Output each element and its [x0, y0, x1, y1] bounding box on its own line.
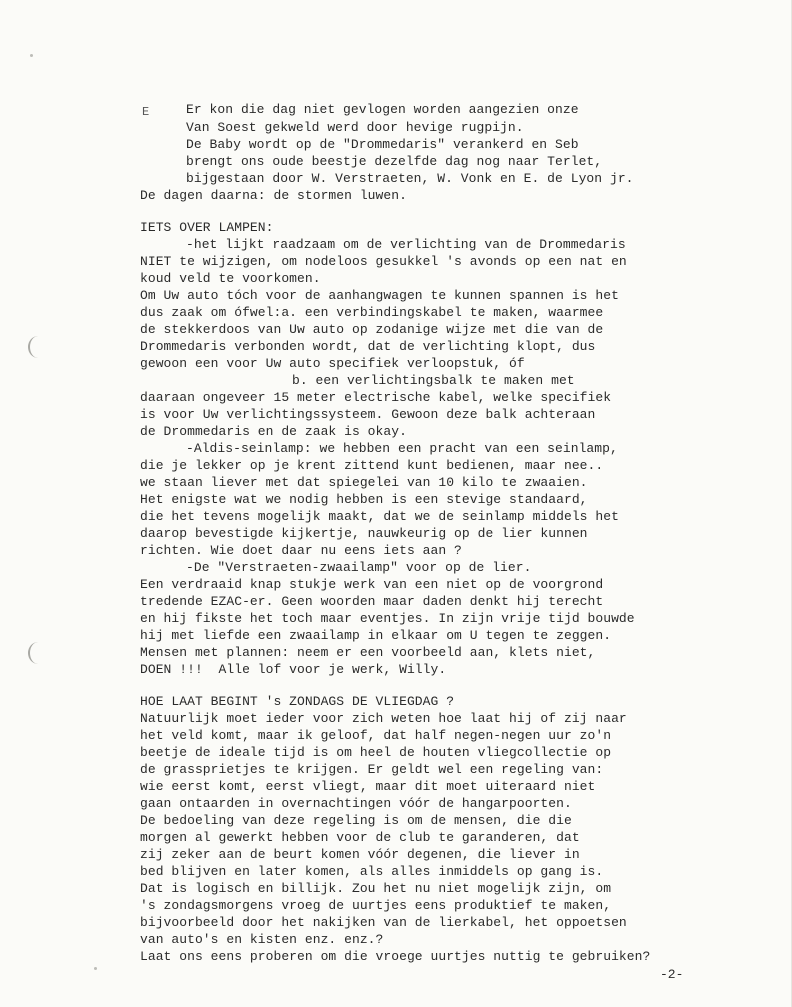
paper-speck [94, 967, 97, 970]
text-line: De Baby wordt op de "Drommedaris" verankerd en Seb [186, 137, 579, 152]
text-line: Dat is logisch en billijk. Zou het nu niet mogelijk zijn, om [140, 881, 612, 896]
punch-hole-top [28, 336, 48, 358]
text-line: -Aldis-seinlamp: we hebben een pracht van een seinlamp, [186, 441, 618, 456]
text-line: Natuurlijk moet ieder voor zich weten hoe laat hij of zij naar [140, 711, 627, 726]
text-line: tredende EZAC-er. Geen woorden maar daden denkt hij terecht [140, 594, 604, 609]
text-line: is voor Uw verlichtingssysteem. Gewoon deze balk achteraan [140, 407, 596, 422]
text-line: hij met liefde een zwaailamp in elkaar om U tegen te zeggen. [140, 628, 612, 643]
text-line: gewoon een voor Uw auto specifiek verloopstuk, óf [140, 356, 525, 371]
text-line: die het tevens mogelijk maakt, dat we de seinlamp middels het [140, 509, 619, 524]
text-line: gaan ontaarden in overnachtingen vóór de hangarpoorten. [140, 796, 572, 811]
text-line: Van Soest gekweld werd door hevige rugpijn. [186, 120, 524, 135]
text-line: koud veld te voorkomen. [140, 271, 321, 286]
text-line: daarop bevestigde kijkertje, nauwkeurig op de lier kunnen [140, 526, 588, 541]
text-line: b. een verlichtingsbalk te maken met [292, 373, 575, 388]
text-line: richten. Wie doet daar nu eens iets aan ? [140, 543, 462, 558]
text-line: dus zaak om ófwel:a. een verbindingskabel te maken, waarmee [140, 305, 604, 320]
section-heading: IETS OVER LAMPEN: [140, 220, 274, 235]
text-line: Het enigste wat we nodig hebben is een stevige standaard, [140, 492, 588, 507]
text-line: Mensen met plannen: neem er een voorbeeld aan, klets niet, [140, 645, 596, 660]
text-line: Er kon die dag niet gevlogen worden aangezien onze [186, 102, 579, 117]
text-line: daaraan ongeveer 15 meter electrische kabel, welke specifiek [140, 390, 612, 405]
text-line: we staan liever met dat spiegelei van 10 kilo te zwaaien. [140, 475, 588, 490]
page-number: -2- [660, 967, 684, 982]
text-line: bed blijven en later komen, als alles inmiddels op gang is. [140, 864, 604, 879]
text-line: de Drommedaris en de zaak is okay. [140, 424, 407, 439]
punch-hole-bottom [28, 642, 48, 664]
text-line: Om Uw auto tóch voor de aanhangwagen te kunnen spannen is het [140, 288, 619, 303]
paper-speck [30, 54, 33, 57]
text-line: 's zondagsmorgens vroeg de uurtjes eens produktief te maken, [140, 898, 612, 913]
text-line: en hij fikste het toch maar eventjes. In zijn vrije tijd bouwde [140, 611, 635, 626]
text-line: bijvoorbeeld door het nakijken van de lierkabel, het oppoetsen [140, 915, 627, 930]
text-line: NIET te wijzigen, om nodeloos gesukkel 's avonds op een nat en [140, 254, 627, 269]
text-line: De bedoeling van deze regeling is om de mensen, die die [140, 813, 572, 828]
margin-marker: E [142, 105, 150, 119]
section-heading: HOE LAAT BEGINT 's ZONDAGS DE VLIEGDAG ? [140, 694, 455, 709]
text-line: de grassprietjes te krijgen. Er geldt wel een regeling van: [140, 762, 604, 777]
text-line: die je lekker op je krent zittend kunt bedienen, maar nee.. [140, 458, 604, 473]
text-line: Laat ons eens proberen om die vroege uurtjes nuttig te gebruiken? [140, 949, 651, 964]
text-line: Een verdraaid knap stukje werk van een niet op de voorgrond [140, 577, 604, 592]
text-line: DOEN !!! Alle lof voor je werk, Willy. [140, 662, 447, 677]
text-line: zij zeker aan de beurt komen vóór degenen, die liever in [140, 847, 580, 862]
text-line: -het lijkt raadzaam om de verlichting van de Drommedaris [186, 237, 626, 252]
text-line: brengt ons oude beestje dezelfde dag nog naar Terlet, [186, 154, 603, 169]
text-line: wie eerst komt, eerst vliegt, maar dit moet uiteraard niet [140, 779, 596, 794]
text-line: van auto's en kisten enz. enz.? [140, 932, 384, 947]
text-line: Drommedaris verbonden wordt, dat de verlichting klopt, dus [140, 339, 596, 354]
text-line: het veld komt, maar ik geloof, dat half negen-negen uur zo'n [140, 728, 612, 743]
text-line: de stekkerdoos van Uw auto op zodanige wijze met die van de [140, 322, 604, 337]
text-line: -De "Verstraeten-zwaailamp" voor op de lier. [186, 560, 532, 575]
text-line: morgen al gewerkt hebben voor de club te garanderen, dat [140, 830, 580, 845]
text-line: beetje de ideale tijd is om heel de houten vliegcollectie op [140, 745, 612, 760]
text-line: bijgestaan door W. Verstraeten, W. Vonk en E. de Lyon jr. [186, 171, 634, 186]
text-line: De dagen daarna: de stormen luwen. [140, 188, 407, 203]
